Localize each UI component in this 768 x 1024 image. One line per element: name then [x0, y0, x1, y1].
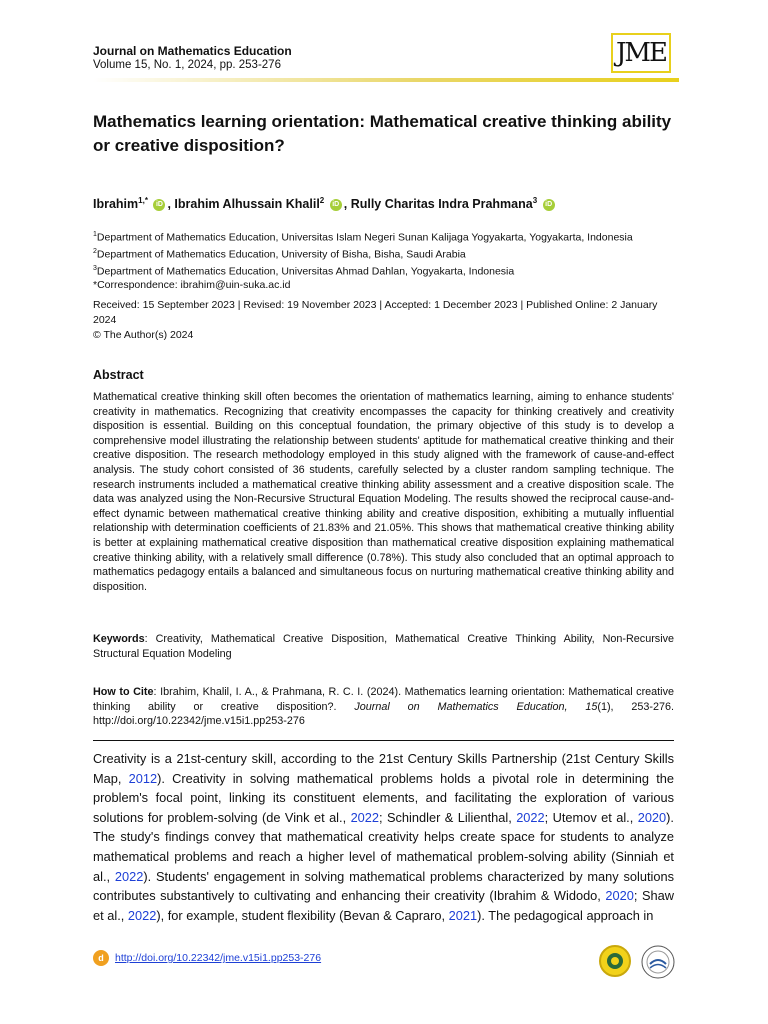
- author-name: Rully Charitas Indra Prahmana: [350, 197, 533, 212]
- citation-year-link[interactable]: 2022: [114, 868, 144, 884]
- keywords-text: : Creativity, Mathematical Creative Disposition, Mathematical Creative Thinking Ability, Non-Recursive Structural Equation Modeling: [93, 633, 674, 660]
- author-sup: 2: [319, 196, 325, 205]
- citation-year-link[interactable]: 2012: [128, 770, 158, 786]
- logo-text: JME: [615, 38, 667, 68]
- citation-year-link[interactable]: 2022: [350, 809, 380, 825]
- affil-sup: 2: [93, 248, 97, 255]
- cite-journal: Journal on Mathematics Education, 15: [354, 700, 598, 713]
- association-emblem-icon: [640, 944, 676, 980]
- author-list: Ibrahim$^{1,*}$ iD , Ibrahim Alhussain Khalil$^2$ iD , Rully Charitas Indra Prahmana$^3$ iD: [93, 192, 683, 213]
- body-text-segment: ). The study's findings convey that mathematical creativity helps create space for students to analyze mathematical problems and reach a higher level of mathematical problem-solving ability (Sinniah et al.,: [93, 809, 674, 884]
- section-divider: [93, 740, 674, 741]
- keywords: [93, 632, 674, 661]
- author-name: Ibrahim Alhussain Khalil: [174, 197, 320, 212]
- copyright: © The Author(s) 2024: [93, 329, 194, 341]
- keywords-label: Keywords: [93, 633, 145, 645]
- citation-year-link[interactable]: 2020: [637, 809, 667, 825]
- affiliation: [93, 245, 683, 262]
- how-to-cite-label: How to Cite: [93, 686, 154, 698]
- affiliation: [93, 262, 683, 279]
- orcid-icon[interactable]: iD: [543, 199, 555, 211]
- body-text-segment: ; Utemov et al.,: [544, 809, 638, 825]
- cite-text: : Ibrahim, Khalil, I. A., & Prahmana, R. C. I. (2024). Mathematics learning orientation: Mathematical creative thinking ability or creative disposition?.: [93, 686, 674, 713]
- citation-year-link[interactable]: 2020: [605, 888, 634, 904]
- journal-volume: Volume 15, No. 1, 2024, pp. 253-276: [93, 59, 281, 71]
- abstract-heading: Abstract: [93, 368, 144, 382]
- body-text-segment: ), for example, student flexibility (Bevan & Capraro,: [156, 907, 449, 923]
- author-sup: 3: [532, 196, 538, 205]
- correspondence: *Correspondence: ibrahim@uin-suka.ac.id: [93, 279, 291, 291]
- body-paragraph: [93, 749, 674, 925]
- footer-doi: [93, 950, 321, 966]
- how-to-cite: [93, 685, 674, 729]
- citation-year-link[interactable]: 2022: [516, 809, 545, 825]
- journal-name: Journal on Mathematics Education: [93, 44, 292, 58]
- cite-text-end: (1), 253-276. http://doi.org/10.22342/jme.v15i1.pp253-276: [93, 700, 675, 728]
- abstract-text: Mathematical creative thinking skill often becomes the orientation of mathematics learning, aiming to enhance students' creativity in mathematics. Recognizing that creativity encompasses the capacity for thinking creatively and creativity disposition is essential. Building on this conceptual foundation, the primary objective of this study is to develop a comprehensive model illustrating the relationship between students' aptitude for mathematical creative thinking and their creative disposition. The research methodology employed in this study aligned with the framework of cause-and-effect analysis. The study cohort consisted of 36 students, carefully selected by a cluster random sampling technique. The research instruments included a mathematical creative thinking ability assessment and a creative disposition scale. The data was analyzed using the Non-Recursive Structural Equation Modeling. The results showed the reciprocal cause-and-effect dynamic between mathematical creative thinking ability and creative disposition, exhibiting a mutually influential relationship with determination coefficients of 21.83% and 21.05%. This shows that mathematical creative thinking ability is better at explaining mathematical creative disposition than mathematical creative disposition explaining mathematical creative thinking ability, with a relatively small difference (0.78%). This study also concluded that an optimal approach to mathematics pedagogy entails a balanced and simultaneous focus on nurturing mathematical creative thinking ability and disposition.: [93, 391, 674, 593]
- affiliation: [93, 228, 683, 245]
- affil-text: Department of Mathematics Education, Universitas Ahmad Dahlan, Yogyakarta, Indonesia: [96, 265, 515, 278]
- body-text-segment: ; Schindler & Lilienthal,: [379, 809, 517, 825]
- affil-text: Department of Mathematics Education, Universitas Islam Negeri Sunan Kalijaga Yogyakarta, Yogyakarta, Indonesia: [96, 231, 633, 244]
- citation-year-link[interactable]: 2022: [127, 907, 157, 923]
- body-text-segment: Creativity is a 21st-century skill, according to the 21st Century Skills Partnership (21st Century Skills Map,: [93, 751, 674, 786]
- jme-logo: [611, 33, 671, 73]
- affil-text: Department of Mathematics Education, University of Bisha, Bisha, Saudi Arabia: [96, 248, 466, 261]
- publication-dates: [93, 298, 683, 343]
- body-text-segment: ). The pedagogical approach in: [477, 907, 654, 923]
- header-divider: [93, 78, 679, 82]
- doi-icon: d: [93, 950, 109, 966]
- journal-header: [93, 44, 292, 72]
- article-title: Mathematics learning orientation: Mathematical creative thinking ability or creative disposition?: [93, 112, 672, 155]
- body-text-segment: ). Students' engagement in solving mathematical problems characterized by many solutions contributes substantively to cultivating and enhancing their creativity (Ibrahim & Widodo,: [93, 868, 674, 904]
- author-sup: 1,*: [138, 196, 148, 205]
- body-text-segment: ; Shaw et al.,: [93, 888, 675, 923]
- affil-sup: 3: [93, 265, 97, 272]
- orcid-icon[interactable]: iD: [153, 199, 165, 211]
- affiliations: [93, 228, 683, 293]
- doi-link[interactable]: http://doi.org/10.22342/jme.v15i1.pp253-276: [115, 952, 322, 964]
- orcid-icon[interactable]: iD: [330, 199, 342, 211]
- citation-year-link[interactable]: 2021: [448, 907, 478, 923]
- body-text-segment: ). Creativity in solving mathematical problems holds a pivotal role in determining the problem's focal point, linking its constituent elements, and facilitating the exploration of various solutions for problem-solving (de Vink et al.,: [93, 770, 674, 825]
- dates-line: Received: 15 September 2023 | Revised: 19 November 2023 | Accepted: 1 December 2023 | Published Online: 2 January 2024: [93, 299, 658, 326]
- affil-sup: 1: [93, 231, 97, 238]
- university-emblem-icon: [598, 944, 632, 978]
- author-name: Ibrahim: [93, 197, 139, 212]
